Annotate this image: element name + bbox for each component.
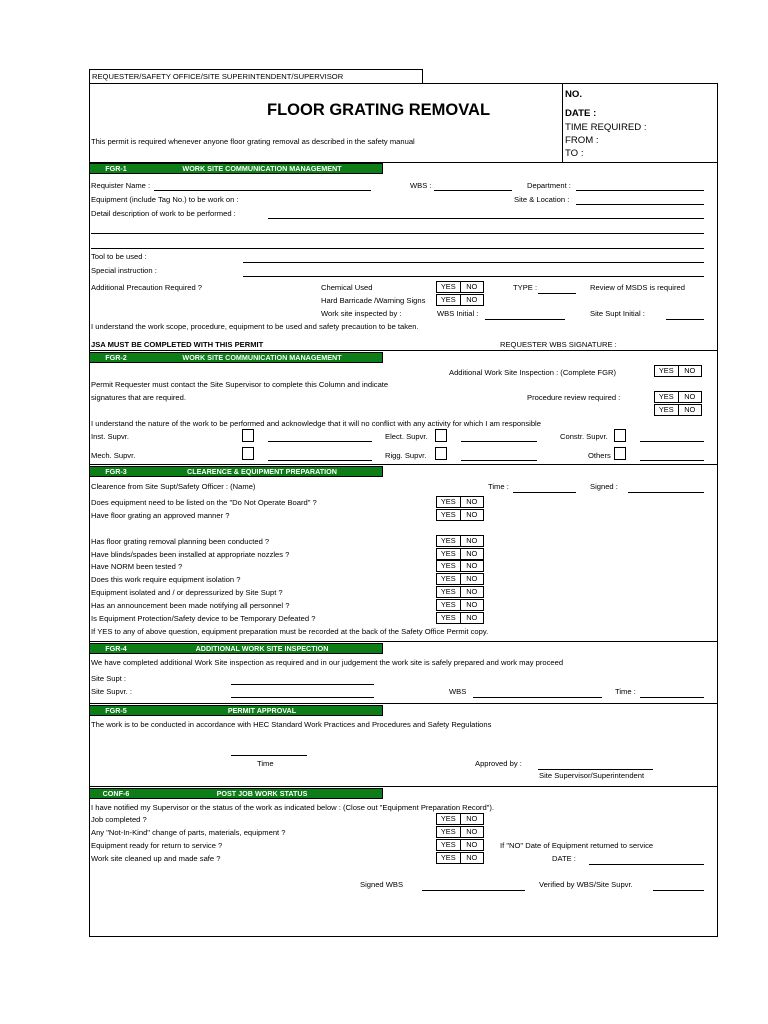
wbs-field[interactable] — [434, 190, 512, 191]
equipment-prep-note: If YES to any of above question, equipment preparation must be recorded at the back of the Safety Office Permit copy. — [91, 627, 489, 636]
date-field[interactable] — [589, 864, 704, 865]
contact-text-1: Permit Requester must contact the Site Supervisor to complete this Column and indicate — [91, 380, 389, 389]
no-option[interactable]: NO — [466, 282, 478, 291]
to-label: TO : — [565, 148, 584, 159]
section-title: ADDITIONAL WORK SITE INSPECTION — [195, 644, 329, 653]
yes-option[interactable]: YES — [655, 392, 679, 402]
question-text: Have blinds/spades been installed at appropriate nozzles ? — [91, 550, 290, 559]
type-label: TYPE : — [513, 283, 538, 292]
no-option[interactable]: NO — [684, 366, 696, 375]
department-label: Department : — [527, 181, 571, 190]
question-text: Equipment isolated and / or depressurized by Site Supt ? — [91, 588, 283, 597]
section-title: WORK SITE COMMUNICATION MANAGEMENT — [182, 164, 342, 173]
no-option[interactable]: NO — [466, 853, 478, 862]
section-code: FGR-2 — [105, 353, 127, 362]
jsa-text: JSA MUST BE COMPLETED WITH THIS PERMIT — [91, 340, 264, 349]
site-supvr-field[interactable] — [231, 697, 374, 698]
requester-name-label: Requister Name : — [91, 181, 151, 190]
chemical-used-label: Chemical Used — [321, 283, 373, 292]
procedure-review-yes-no-2[interactable] — [654, 404, 702, 416]
notified-text: I have notified my Supervisor or the status of the work as indicated below : (Close out "Equipment Preparation Record"). — [91, 803, 494, 812]
divider — [89, 786, 718, 787]
barricade-yes-no[interactable] — [436, 294, 484, 306]
question-text: Is Equipment Protection/Safety device to be Temporary Defeated ? — [91, 614, 316, 623]
yes-option[interactable]: YES — [437, 840, 461, 850]
section-title: CLEARENCE & EQUIPMENT PREPARATION — [187, 467, 337, 476]
question-text: Any "Not-In-Kind" change of parts, materials, equipment ? — [91, 828, 286, 837]
site-location-field[interactable] — [576, 204, 704, 205]
question-text: Does equipment need to be listed on the "Do Not Operate Board" ? — [91, 498, 317, 507]
no-option[interactable]: NO — [466, 587, 478, 596]
others-checkbox[interactable] — [614, 447, 626, 460]
question-text: Job completed ? — [91, 815, 147, 824]
no-option[interactable]: NO — [684, 405, 696, 414]
section-code: FGR-3 — [105, 467, 127, 476]
hard-barricade-label: Hard Barricade /Warning Signs — [321, 296, 426, 305]
yes-option[interactable]: YES — [437, 853, 461, 863]
mech-supvr-signature[interactable] — [268, 460, 372, 461]
additional-precaution-label: Additional Precaution Required ? — [91, 283, 203, 292]
yes-option[interactable]: YES — [437, 574, 461, 584]
yes-option[interactable]: YES — [437, 282, 461, 292]
rigg-supvr-checkbox[interactable] — [435, 447, 447, 460]
section-code: FGR-4 — [105, 644, 127, 653]
section-title: POST JOB WORK STATUS — [216, 789, 308, 798]
signed-label: Signed : — [590, 482, 618, 491]
additional-inspection-yes-no[interactable] — [654, 365, 702, 377]
site-supt-label: Site Supt : — [91, 674, 127, 683]
department-field[interactable] — [576, 190, 704, 191]
no-label: NO. — [565, 89, 583, 100]
others-label: Others — [588, 451, 611, 460]
mech-supvr-checkbox[interactable] — [242, 447, 254, 460]
divider — [89, 350, 718, 351]
tool-label: Tool to be used : — [91, 252, 147, 261]
tool-field[interactable] — [243, 262, 704, 263]
section-fgr2-header — [89, 352, 383, 363]
detail-field-3[interactable] — [91, 248, 704, 249]
approved-by-label: Approved by : — [475, 759, 522, 768]
yes-option[interactable]: YES — [437, 600, 461, 610]
time-required-label: TIME REQUIRED : — [565, 122, 647, 133]
yes-option[interactable]: YES — [655, 366, 679, 376]
date-label: DATE : — [565, 108, 597, 119]
clearance-label: Clearence from Site Supt/Safety Officer : (Name) — [91, 482, 256, 491]
requester-name-field[interactable] — [154, 190, 371, 191]
question-text: Does this work require equipment isolation ? — [91, 575, 241, 584]
detail-label: Detail description of work to be performed : — [91, 209, 236, 218]
wbs-label: WBS — [449, 687, 467, 696]
divider — [89, 641, 718, 642]
yes-option[interactable]: YES — [437, 814, 461, 824]
section-conf6-header — [89, 788, 383, 799]
yes-option[interactable]: YES — [437, 587, 461, 597]
section-code: FGR-5 — [105, 706, 127, 715]
no-option[interactable]: NO — [466, 295, 478, 304]
requester-signature-label: REQUESTER WBS SIGNATURE : — [500, 340, 617, 349]
question-yes-no[interactable] — [436, 548, 484, 560]
section-code: CONF-6 — [102, 789, 130, 798]
yes-option[interactable]: YES — [655, 405, 679, 415]
yes-option[interactable]: YES — [437, 510, 461, 520]
detail-field-1[interactable] — [268, 218, 704, 219]
question-text: Work site cleaned up and made safe ? — [91, 854, 221, 863]
inst-supvr-label: Inst. Supvr. — [91, 432, 129, 441]
verified-label: Verified by WBS/Site Supvr. — [539, 880, 633, 889]
site-location-label: Site & Location : — [514, 195, 570, 204]
section-fgr4-header — [89, 643, 383, 654]
divider — [89, 703, 718, 704]
site-supvr-label: Site Supvr. : — [91, 687, 132, 696]
understand-text: I understand the work scope, procedure, equipment to be used and safety precaution to be taken. — [91, 322, 419, 331]
verified-field[interactable] — [653, 890, 704, 891]
question-yes-no[interactable] — [436, 535, 484, 547]
no-option[interactable]: NO — [466, 613, 478, 622]
time-label: Time : — [615, 687, 636, 696]
if-no-label: If "NO" Date of Equipment returned to service — [500, 841, 654, 850]
time-field[interactable] — [231, 755, 307, 756]
wbs-initial-label: WBS Initial : — [437, 309, 479, 318]
inst-supvr-checkbox[interactable] — [242, 429, 254, 442]
detail-field-2[interactable] — [91, 233, 704, 234]
question-yes-no[interactable] — [436, 612, 484, 624]
no-option[interactable]: NO — [466, 510, 478, 519]
question-yes-no[interactable] — [436, 586, 484, 598]
section-title: PERMIT APPROVAL — [227, 706, 297, 715]
time-field[interactable] — [513, 492, 576, 493]
inspected-by-label: Work site inspected by : — [321, 309, 402, 318]
inspection-statement: We have completed additional Work Site inspection as required and in our judgement the work site is safely prepared and work may proceed — [91, 658, 564, 667]
elect-supvr-label: Elect. Supvr. — [385, 432, 428, 441]
divider — [89, 464, 718, 465]
special-instruction-field[interactable] — [243, 276, 704, 277]
date-label: DATE : — [552, 854, 576, 863]
site-supt-initial-label: Site Supt Initial : — [590, 309, 645, 318]
question-yes-no[interactable] — [436, 560, 484, 572]
yes-option[interactable]: YES — [437, 561, 461, 571]
time-label: Time — [257, 759, 274, 768]
question-text: Have floor grating an approved manner ? — [91, 511, 230, 520]
no-option[interactable]: NO — [466, 497, 478, 506]
no-option[interactable]: NO — [466, 840, 478, 849]
site-supervisor-label: Site Supervisor/Superintendent — [539, 771, 645, 780]
others-signature[interactable] — [640, 460, 704, 461]
inst-supvr-signature[interactable] — [268, 441, 372, 442]
no-option[interactable]: NO — [466, 549, 478, 558]
no-option[interactable]: NO — [466, 536, 478, 545]
question-yes-no[interactable] — [436, 509, 484, 521]
equipment-label: Equipment (include Tag No.) to be work on : — [91, 195, 239, 204]
yes-option[interactable]: YES — [437, 613, 461, 623]
question-yes-no[interactable] — [436, 826, 484, 838]
msds-label: Review of MSDS is required — [590, 283, 685, 292]
no-option[interactable]: NO — [466, 574, 478, 583]
constr-supvr-checkbox[interactable] — [614, 429, 626, 442]
no-option[interactable]: NO — [684, 392, 696, 401]
question-text: Have NORM been tested ? — [91, 562, 183, 571]
yes-option[interactable]: YES — [437, 536, 461, 546]
constr-supvr-signature[interactable] — [640, 441, 704, 442]
intro-text: This permit is required whenever anyone floor grating removal as described in the safety manual — [91, 137, 415, 146]
time-field[interactable] — [640, 697, 704, 698]
section-title: WORK SITE COMMUNICATION MANAGEMENT — [182, 353, 342, 362]
question-yes-no[interactable] — [436, 496, 484, 508]
section-fgr5-header — [89, 705, 383, 716]
yes-option[interactable]: YES — [437, 549, 461, 559]
from-label: FROM : — [565, 135, 599, 146]
question-text: Equipment ready for return to service ? — [91, 841, 223, 850]
contact-text-2: signatures that are required. — [91, 393, 186, 402]
question-yes-no[interactable] — [436, 813, 484, 825]
question-yes-no[interactable] — [436, 852, 484, 864]
yes-option[interactable]: YES — [437, 295, 461, 305]
question-yes-no[interactable] — [436, 573, 484, 585]
header-divider — [562, 84, 563, 163]
no-option[interactable]: NO — [466, 814, 478, 823]
page-title: FLOOR GRATING REMOVAL — [267, 101, 491, 119]
special-instruction-label: Special instruction : — [91, 266, 157, 275]
type-field[interactable] — [538, 293, 576, 294]
approved-by-field[interactable] — [538, 769, 653, 770]
signed-field[interactable] — [628, 492, 704, 493]
header-tab-label: REQUESTER/SAFETY OFFICE/SITE SUPERINTENDENT/SUPERVISOR — [92, 72, 344, 81]
rigg-supvr-label: Rigg. Supvr. — [385, 451, 427, 460]
additional-inspection-label: Additional Work Site Inspection : (Complete FGR) — [449, 368, 616, 377]
question-text: Has floor grating removal planning been conducted ? — [91, 537, 270, 546]
question-yes-no[interactable] — [436, 839, 484, 851]
procedure-review-yes-no-1[interactable] — [654, 391, 702, 403]
yes-option[interactable]: YES — [437, 497, 461, 507]
chemical-yes-no[interactable] — [436, 281, 484, 293]
mech-supvr-label: Mech. Supvr. — [91, 451, 136, 460]
procedure-review-label: Procedure review required : — [527, 393, 621, 402]
yes-option[interactable]: YES — [437, 827, 461, 837]
question-yes-no[interactable] — [436, 599, 484, 611]
no-option[interactable]: NO — [466, 827, 478, 836]
time-label: Time : — [488, 482, 509, 491]
wbs-initial-field[interactable] — [485, 319, 565, 320]
elect-supvr-signature[interactable] — [461, 441, 537, 442]
rigg-supvr-signature[interactable] — [461, 460, 537, 461]
elect-supvr-checkbox[interactable] — [435, 429, 447, 442]
constr-supvr-label: Constr. Supvr. — [560, 432, 608, 441]
signed-wbs-field[interactable] — [422, 890, 525, 891]
wbs-label: WBS : — [410, 181, 432, 190]
nature-text: I understand the nature of the work to be performed and acknowledge that it will no conflict with any activity for which I am responsible — [91, 419, 541, 428]
question-text: Has an announcement been made notifying all personnel ? — [91, 601, 290, 610]
site-supt-field[interactable] — [231, 684, 374, 685]
section-code: FGR-1 — [105, 164, 127, 173]
no-option[interactable]: NO — [466, 561, 478, 570]
site-supt-initial-field[interactable] — [666, 319, 704, 320]
signed-wbs-label: Signed WBS — [360, 880, 404, 889]
wbs-field[interactable] — [473, 697, 602, 698]
section-fgr3-header — [89, 466, 383, 477]
no-option[interactable]: NO — [466, 600, 478, 609]
section-fgr1-header — [89, 163, 383, 174]
approval-statement: The work is to be conducted in accordance with HEC Standard Work Practices and Procedures and Safety Regulations — [91, 720, 492, 729]
